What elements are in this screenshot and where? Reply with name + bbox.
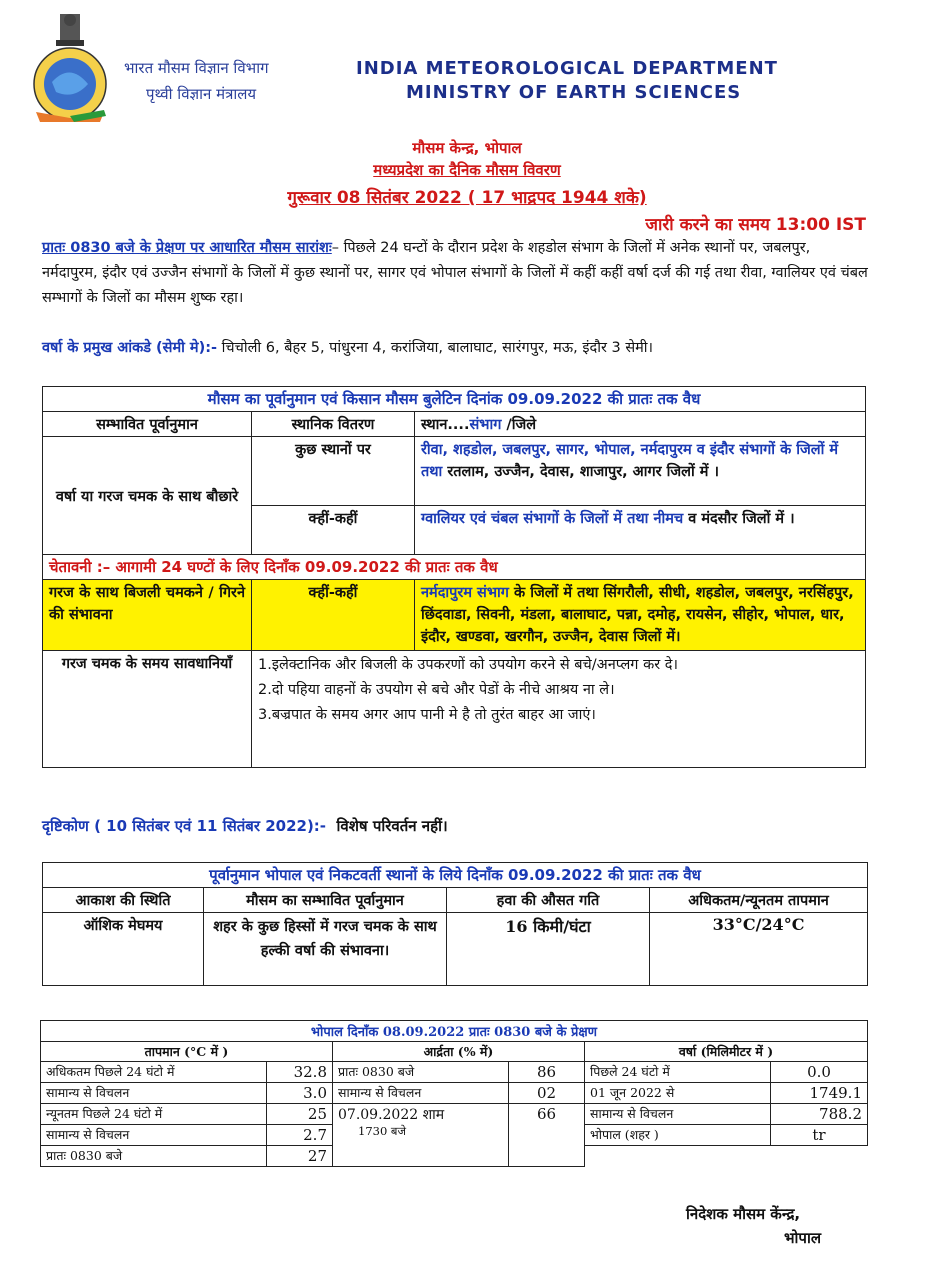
- head-forecast: मौसम का सम्भावित पूर्वानुमान: [204, 888, 447, 913]
- dist-here-there: क्हीं-कहीं: [252, 506, 415, 555]
- locations-2: ग्वालियर एवं चंबल संभागों के जिलों में तथा नीमच व मंदसौर जिलों में ।: [415, 506, 866, 555]
- empty-cell: [585, 1146, 868, 1167]
- precaution-3: 3.बज्रपात के समय अगर आप पानी मे है तो तुरंत बाहर आ जाएं।: [258, 707, 596, 723]
- report-date: गुरूवार 08 सितंबर 2022 ( 17 भाद्रपद 1944 शके): [287, 188, 647, 208]
- rain-head: वर्षा (मिलिमीटर में ): [585, 1042, 868, 1062]
- signature-line2: भोपाल: [784, 1229, 822, 1247]
- h-label: प्रातः 0830 बजे: [333, 1062, 509, 1083]
- head-temp: अधिकतम/न्यूनतम तापमान: [650, 888, 868, 913]
- r-label: भोपाल (शहर ): [585, 1125, 771, 1146]
- col-probable-forecast: सम्भावित पूर्वानुमान: [43, 412, 252, 437]
- r-label: सामान्य से विचलन: [585, 1104, 771, 1125]
- weather-summary: [42, 236, 868, 311]
- t-label: सामान्य से विचलन: [41, 1083, 267, 1104]
- observation-title: भोपाल दिनॉंक 08.09.2022 प्रातः 0830 बजे के प्रेक्षण: [41, 1021, 868, 1042]
- t-value: 27: [267, 1146, 333, 1167]
- header-hindi-line2: पृथ्वी विज्ञान मंत्रालय: [146, 85, 257, 103]
- head-wind: हवा की औसत गति: [447, 888, 650, 913]
- bhopal-forecast-title: पूर्वानुमान भोपाल एवं निकटवर्ती स्थानों के लिये दिनॉंक 09.09.2022 की प्रातः तक वैध: [43, 863, 868, 888]
- r-label: 01 जून 2022 से: [585, 1083, 771, 1104]
- header-hindi-line1: भारत मौसम विज्ञान विभाग: [124, 59, 269, 77]
- centre-title: मौसम केन्द्र, भोपाल: [412, 139, 522, 157]
- h-label: सामान्य से विचलन: [333, 1083, 509, 1104]
- issue-time: जारी करने का समय 13:00 IST: [645, 215, 866, 235]
- r-value: 0.0: [771, 1062, 868, 1083]
- t-value: 3.0: [267, 1083, 333, 1104]
- precaution-1: 1.इलेक्टानिक और बिजली के उपकरणों को उपयोग करने से बचे/अनप्लग कर दे।: [258, 657, 678, 673]
- h-value: 66: [509, 1104, 585, 1167]
- header-english-line1: INDIA METEOROLOGICAL DEPARTMENT: [356, 58, 778, 79]
- outlook-text: विशेष परिवर्तन नहीं।: [336, 817, 448, 835]
- h-value: 02: [509, 1083, 585, 1104]
- summary-heading: प्रातः 0830 बजे के प्रेक्षण पर आधारित मौसम सारांशः: [42, 240, 332, 256]
- t-value: 2.7: [267, 1125, 333, 1146]
- warning-distribution: क्हीं-कहीं: [252, 580, 415, 651]
- h-label-evening: 07.09.2022 शाम 1730 बजे: [333, 1104, 509, 1167]
- val-forecast: शहर के कुछ हिस्सों में गरज चमक के साथ हल्की वर्षा की संभावना।: [204, 913, 447, 986]
- val-wind: 16 किमी/घंटा: [447, 913, 650, 986]
- rain-text: चिचोली 6, बैहर 5, पांधुरना 4, करांजिया, बालाघाट, सारंगपुर, मऊ, इंदौर 3 सेमी।: [221, 340, 654, 356]
- forecast-table-title: मौसम का पूर्वानुमान एवं किसान मौसम बुलेटिन दिनांक 09.09.2022 की प्रातः तक वैध: [43, 387, 866, 412]
- summary-text: – पिछले 24 घन्टों के दौरान प्रदेश के शहडोल संभाग के जिलों में अनेक स्थानों पर, जबलपुर, नर्मदापुरम, इंदौर एवं उज्जैन संभागों के जिलों में कुछ स्थानों पर, सागर एवं भोपाल संभागों के जिलों में कहीं कहीं वर्षा दर्ज की गई तथा रीवा, ग्वालियर एवं चंबल सम्भागों के जिलों का मौसम शुष्क रहा।: [42, 240, 868, 306]
- imd-emblem-icon: [30, 12, 110, 124]
- val-sky: ऑशिक मेघमय: [43, 913, 204, 986]
- rain-data: [42, 336, 868, 361]
- outlook-label: दृष्टिकोण ( 10 सितंबर एवं 11 सितंबर 2022):-: [42, 817, 327, 835]
- bhopal-forecast-table: [42, 862, 868, 986]
- val-temp: 33°C/24°C: [650, 913, 868, 986]
- rain-heading: वर्षा के प्रमुख आंकडे (सेमी मे):-: [42, 340, 218, 356]
- t-value: 25: [267, 1104, 333, 1125]
- head-sky: आकाश की स्थिति: [43, 888, 204, 913]
- outlook: [42, 816, 448, 836]
- header-english-line2: MINISTRY OF EARTH SCIENCES: [406, 82, 742, 103]
- r-label: पिछले 24 घंटो में: [585, 1062, 771, 1083]
- precautions-list: [252, 651, 866, 768]
- rain-label: वर्षा या गरज चमक के साथ बौछारे: [43, 437, 252, 555]
- t-value: 32.8: [267, 1062, 333, 1083]
- humidity-head: आर्द्रता (% में): [333, 1042, 585, 1062]
- t-label: सामान्य से विचलन: [41, 1125, 267, 1146]
- col-location: स्थान....संभाग /जिले: [415, 412, 866, 437]
- t-label: न्यूनतम पिछले 24 घंटो में: [41, 1104, 267, 1125]
- temp-head: तापमान (°C में ): [41, 1042, 333, 1062]
- warning-label: गरज के साथ बिजली चमकने / गिरने की संभावना: [43, 580, 252, 651]
- report-title: मध्यप्रदेश का दैनिक मौसम विवरण: [373, 161, 561, 179]
- r-value: 788.2: [771, 1104, 868, 1125]
- warning-locations: नर्मदापुरम संभाग के जिलों में तथा सिंगरौली, सीधी, शहडोल, जबलपुर, नरसिंहपुर, छिंदवाडा, सिवनी, मंडला, बालाघाट, पन्ना, दमोह, रायसेन, सीहोर, भोपाल, धार, इंदौर, खण्डवा, खरगौन, उज्जैन, देवास जिलों में।: [415, 580, 866, 651]
- h-value: 86: [509, 1062, 585, 1083]
- observation-table: [40, 1020, 868, 1167]
- dist-some-places: कुछ स्थानों पर: [252, 437, 415, 506]
- t-label: प्रातः 0830 बजे: [41, 1146, 267, 1167]
- precautions-label: गरज चमक के समय सावधानियॉं: [43, 651, 252, 768]
- t-label: अधिकतम पिछले 24 घंटो में: [41, 1062, 267, 1083]
- precaution-2: 2.दो पहिया वाहनों के उपयोग से बचे और पेडों के नीचे आश्रय ना ले।: [258, 682, 615, 698]
- locations-1: रीवा, शहडोल, जबलपुर, सागर, भोपाल, नर्मदापुरम व इंदौर संभागों के जिलों में तथा रतलाम, उज्जैन, देवास, शाजापुर, आगर जिलों में ।: [415, 437, 866, 506]
- forecast-table: [42, 386, 866, 768]
- warning-heading: चेतावनी :– आगामी 24 घण्टों के लिए दिनॉंक 09.09.2022 की प्रातः तक वैध: [43, 555, 866, 580]
- col-spatial-distribution: स्थानिक वितरण: [252, 412, 415, 437]
- signature-line1: निदेशक मौसम केंन्द्र,: [686, 1205, 801, 1223]
- r-value: tr: [771, 1125, 868, 1146]
- r-value: 1749.1: [771, 1083, 868, 1104]
